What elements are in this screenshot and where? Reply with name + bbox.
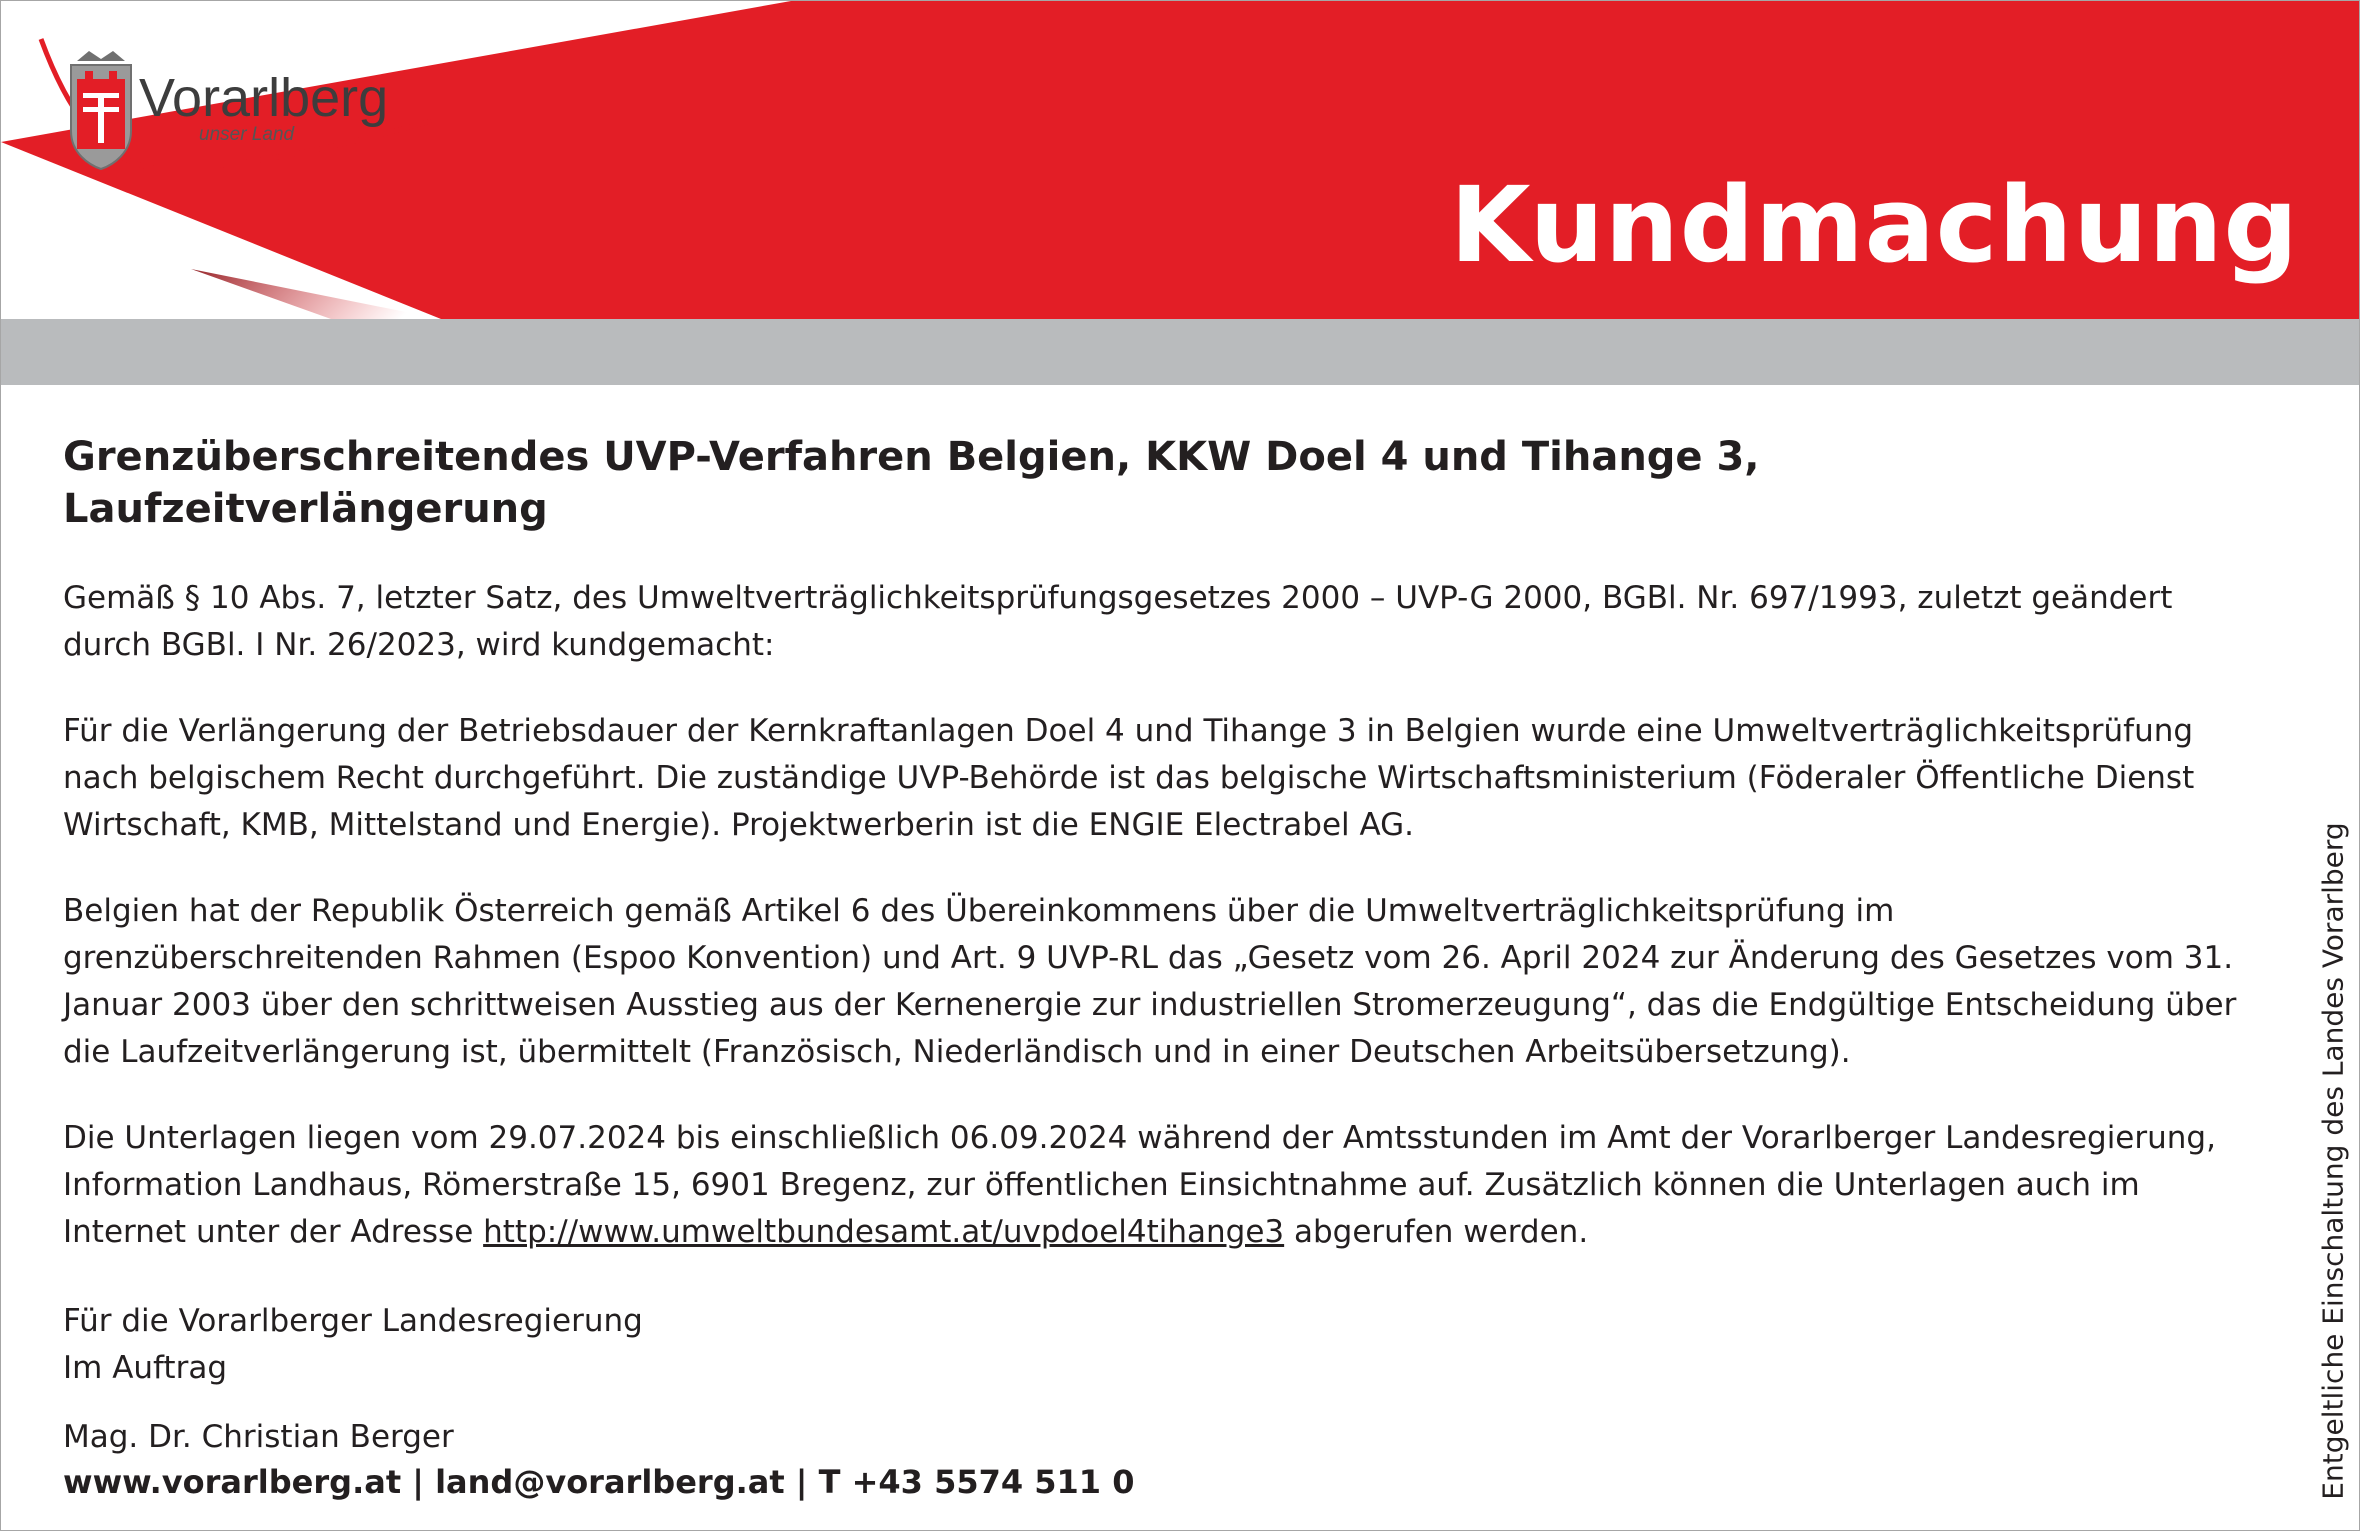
signoff-authority: Für die Vorarlberger Landesregierung xyxy=(63,1303,643,1339)
notice-title: Grenzüberschreitendes UVP-Verfahren Belgien, KKW Doel 4 und Tihange 3, Laufzeitverlängerung xyxy=(63,434,1760,532)
paragraph-project: Für die Verlängerung der Betriebsdauer der Kernkraftanlagen Doel 4 und Tihange 3 in Belgien wurde eine Umweltverträglichkeitsprüfung nach belgischem Recht durchgeführt. Die zuständige UVP-Behörde ist das belgische Wirtschaftsministerium (Föderaler Öffentliche Dienst Wirtschaft, KMB, Mittelstand und Energie). Projektwerberin ist die ENGIE Electrabel AG. xyxy=(63,713,2195,843)
signatory-name: Mag. Dr. Christian Berger xyxy=(63,1419,454,1455)
gray-band xyxy=(1,319,2360,385)
notice-body xyxy=(63,431,2253,1461)
coat-of-arms-icon xyxy=(71,51,131,169)
side-note: Entgeltliche Einschaltung des Landes Vorarlberg xyxy=(2316,822,2350,1500)
documents-text: Die Unterlagen liegen vom 29.07.2024 bis einschließlich 06.09.2024 während der Amtsstunden im Amt der Vorarlberger Landesregierung, Information Landhaus, Römerstraße 15, 6901 Bregenz, zur öffentlichen Einsichtnahme auf. Zusätzlich können die Unterlagen auch im Internet unter der Adresse xyxy=(63,1120,2216,1250)
header-banner xyxy=(1,1,2360,386)
signoff-mandate: Im Auftrag xyxy=(63,1350,227,1386)
signoff-block xyxy=(63,1298,2253,1461)
umweltbundesamt-link[interactable]: http://www.umweltbundesamt.at/uvpdoel4tihange3 xyxy=(483,1214,1285,1250)
logo-wordmark: Vorarlberg xyxy=(139,68,389,128)
paragraph-transmission: Belgien hat der Republik Österreich gemäß Artikel 6 des Übereinkommens über die Umweltverträglichkeitsprüfung im grenzüberschreitenden Rahmen (Espoo Konvention) und Art. 9 UVP-RL das „Gesetz vom 26. April 2024 zur Änderung des Gesetzes vom 31. Januar 2003 über den schrittweisen Ausstieg aus der Kernenergie zur industriellen Stromerzeugung“, das die Endgültige Entscheidung über die Laufzeitverlängerung ist, übermittelt (Französisch, Niederländisch und in einer Deutschen Arbeitsübersetzung). xyxy=(63,893,2237,1070)
page-headline: Kundmachung xyxy=(1449,164,2299,286)
documents-text-end: abgerufen werden. xyxy=(1284,1214,1589,1250)
paragraph-legal-basis: Gemäß § 10 Abs. 7, letzter Satz, des Umweltverträglichkeitsprüfungsgesetzes 2000 – UVP-G 2000, BGBl. Nr. 697/1993, zuletzt geändert durch BGBl. I Nr. 26/2023, wird kundgemacht: xyxy=(63,580,2173,663)
paragraph-documents xyxy=(63,1115,2253,1256)
logo-tagline: unser Land xyxy=(199,124,295,145)
footer-contact: www.vorarlberg.at | land@vorarlberg.at | T +43 5574 511 0 xyxy=(63,1463,1135,1501)
